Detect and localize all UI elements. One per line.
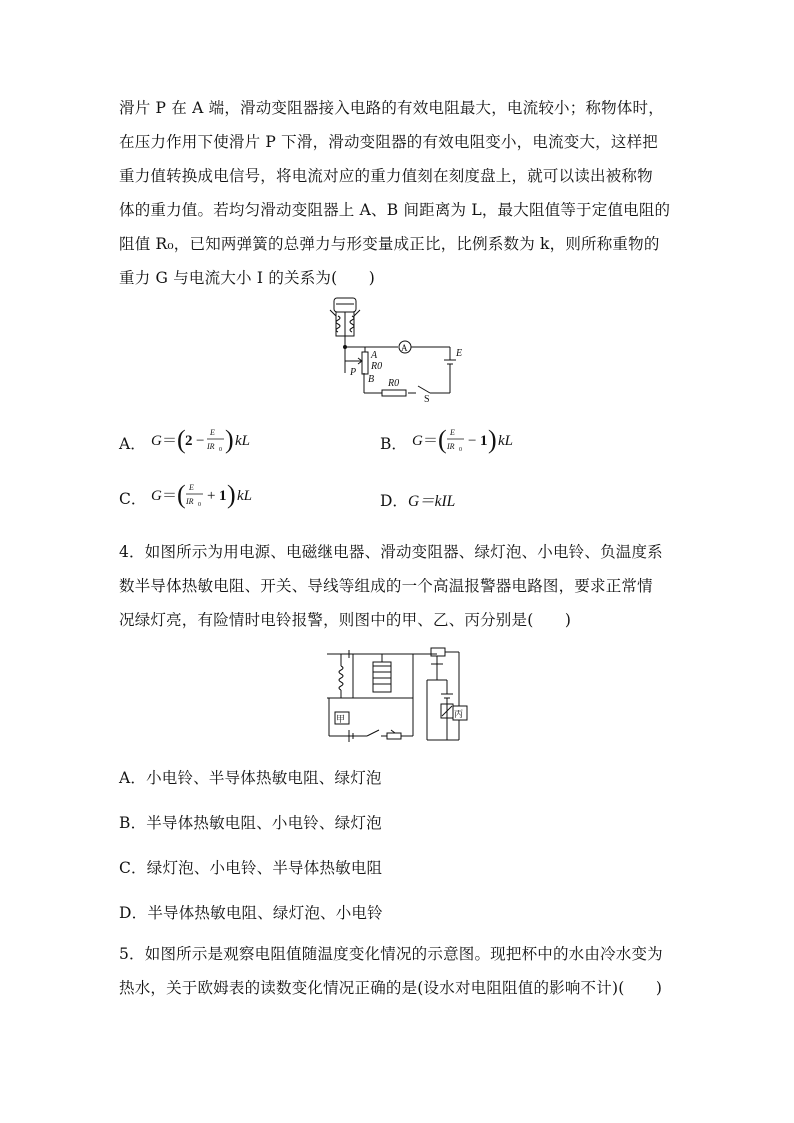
q3-option-d[interactable] bbox=[380, 489, 455, 511]
q5-line-1: 5．如图所示是观察电阻值随温度变化情况的示意图。现把杯中的水由冷水变为 bbox=[119, 945, 663, 963]
option-d-text: G＝kIL bbox=[407, 493, 456, 510]
q3-line-2: 在压力作用下使滑片 P 下滑，滑动变阻器的有效电阻变小，电流变大，这样把 bbox=[119, 133, 658, 151]
svg-text:+: + bbox=[207, 488, 216, 504]
option-a-label: A． bbox=[119, 435, 146, 453]
option-b-label: B． bbox=[380, 435, 407, 453]
q4-option-a[interactable]: A．小电铃、半导体热敏电阻、绿灯泡 bbox=[119, 769, 382, 787]
option-d-label: D． bbox=[380, 492, 408, 510]
label-b: B bbox=[368, 374, 375, 385]
svg-text:0: 0 bbox=[218, 447, 222, 453]
svg-text:＝: ＝ bbox=[161, 433, 177, 449]
svg-text:E: E bbox=[449, 428, 455, 437]
alarm-relay-circuit-diagram bbox=[327, 646, 469, 744]
svg-text:−: − bbox=[467, 433, 477, 449]
svg-text:IR: IR bbox=[206, 442, 215, 451]
q3-option-c[interactable] bbox=[119, 480, 281, 513]
q4-option-c[interactable]: C．绿灯泡、小电铃、半导体热敏电阻 bbox=[119, 859, 383, 877]
label-a: A bbox=[371, 350, 378, 361]
option-b-formula bbox=[412, 424, 542, 458]
q5-line-2: 热水，关于欧姆表的读数变化情况正确的是(设水对电阻阻值的影响不计)( ) bbox=[119, 979, 663, 997]
q3-line-5: 阻值 R₀，已知两弹簧的总弹力与形变量成正比，比例系数为 k，则所称重物的 bbox=[119, 235, 660, 253]
svg-text:1: 1 bbox=[479, 433, 488, 449]
svg-text:0: 0 bbox=[458, 447, 462, 453]
q3-line-4: 体的重力值。若均匀滑动变阻器上 A、B 间距离为 L，最大阻值等于定值电阻的 bbox=[119, 201, 671, 219]
svg-text:kL: kL bbox=[234, 433, 250, 449]
svg-text:IR: IR bbox=[446, 442, 455, 451]
svg-text:): ) bbox=[487, 425, 497, 454]
svg-text:1: 1 bbox=[219, 488, 227, 504]
q4-line-1: 4．如图所示为用电源、电磁继电器、滑动变阻器、绿灯泡、小电铃、负温度系 bbox=[119, 543, 663, 561]
svg-text:−: − bbox=[195, 433, 205, 449]
option-c-formula bbox=[151, 479, 281, 513]
svg-text:G: G bbox=[151, 488, 163, 504]
svg-text:0: 0 bbox=[198, 502, 202, 508]
label-e: E bbox=[456, 348, 463, 359]
label-bing: 丙 bbox=[454, 709, 464, 719]
q3-option-b[interactable] bbox=[380, 425, 542, 458]
q3-line-6: 重力 G 与电流大小 I 的关系为( ) bbox=[119, 269, 376, 287]
svg-text:G: G bbox=[411, 433, 423, 449]
ammeter-label: A bbox=[401, 343, 408, 353]
svg-text:E: E bbox=[189, 483, 195, 492]
svg-text:IR: IR bbox=[186, 497, 194, 506]
option-a-formula bbox=[151, 424, 281, 458]
q3-line-3: 重力值转换成电信号，将电流对应的重力值刻在刻度盘上，就可以读出被称物 bbox=[119, 167, 653, 185]
scale-circuit-diagram bbox=[318, 296, 478, 404]
svg-text:(: ( bbox=[177, 480, 186, 509]
q3-line-1: 滑片 P 在 A 端，滑动变阻器接入电路的有效电阻最大，电流较小；称物体时， bbox=[119, 99, 664, 117]
label-jia: 甲 bbox=[336, 714, 346, 724]
svg-text:(: ( bbox=[437, 425, 447, 454]
svg-text:kL: kL bbox=[237, 488, 253, 504]
svg-text:＝: ＝ bbox=[162, 488, 178, 504]
svg-text:2: 2 bbox=[184, 433, 193, 449]
svg-text:G: G bbox=[150, 433, 162, 449]
label-r0-bottom: R0 bbox=[388, 378, 400, 389]
label-s: S bbox=[424, 394, 430, 404]
svg-text:kL: kL bbox=[497, 433, 513, 449]
label-r0-top: R0 bbox=[371, 361, 383, 372]
q4-line-2: 数半导体热敏电阻、开关、导线等组成的一个高温报警器电路图，要求正常情 bbox=[119, 577, 653, 595]
q4-option-d[interactable]: D．半导体热敏电阻、绿灯泡、小电铃 bbox=[119, 904, 383, 922]
svg-text:): ) bbox=[224, 425, 234, 454]
label-p: P bbox=[350, 367, 357, 378]
svg-text:(: ( bbox=[176, 425, 186, 454]
svg-text:＝: ＝ bbox=[422, 433, 438, 449]
q4-option-b[interactable]: B．半导体热敏电阻、小电铃、绿灯泡 bbox=[119, 814, 382, 832]
option-c-label: C． bbox=[119, 490, 147, 508]
q3-option-a[interactable] bbox=[119, 425, 281, 458]
svg-text:): ) bbox=[227, 480, 236, 509]
svg-text:E: E bbox=[209, 428, 215, 437]
q4-line-3: 况绿灯亮，有险情时电铃报警，则图中的甲、乙、丙分别是( ) bbox=[119, 611, 572, 629]
